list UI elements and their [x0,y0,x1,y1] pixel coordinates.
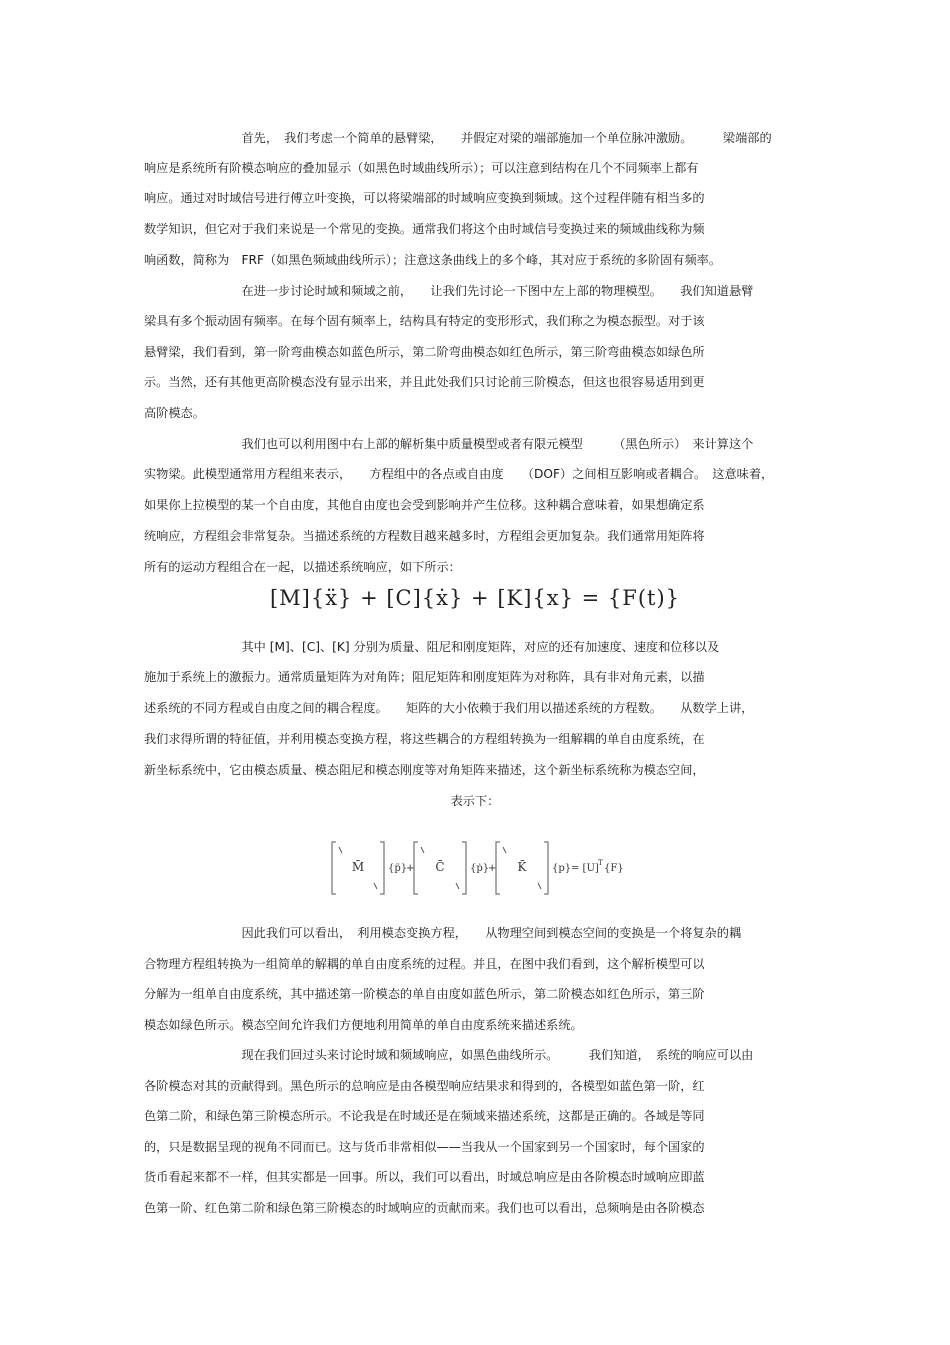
modal-space-equation [0,838,950,898]
para2-line2: 梁具有多个振动固有频率。在每个固有频率上，结构具有特定的变形形式，我们称之为模态振型。对于该 [144,314,705,328]
para3-line2: 实物梁。此模型通常用方程组来表示， 方程组中的各点或自由度 （DOF）之间相互影响或者耦合。 这意味着， [144,467,774,481]
para1-line4: 数学知识，但它对于我们来说是一个常见的变换。通常我们将这个由时域信号变换过来的频域曲线称为频 [144,222,705,236]
para2-line4: 示。当然，还有其他更高阶模态没有显示出来，并且此处我们只讨论前三阶模态，但这也很容易适用到更 [144,375,705,389]
para2-line1: 在进一步讨论时域和频域之前， 让我们先讨论一下图中左上部的物理模型。 我们知道悬臂 [144,284,754,298]
modal-mass-symbol: M̄ [351,860,365,874]
para1-line3: 响应。通过对时域信号进行傅立叶变换，可以将梁端部的时域响应变换到频域。这个过程伴随有相当多的 [144,191,705,205]
para5-line3: 分解为一组单自由度系统，其中描述第一阶模态的单自由度如蓝色所示，第二阶模态如红色所示，第三阶 [144,987,705,1001]
para1-line1: 首先， 我们考虑一个简单的悬臂梁， 并假定对梁的端部施加一个单位脉冲激励。 梁端部的 [144,131,772,145]
modal-damping-symbol: C̄ [435,860,445,874]
para2-line5: 高阶模态。 [144,406,205,420]
para6-line6: 色第一阶、红色第二阶和绿色第三阶模态的时域响应的贡献而来。我们也可以看出，总频响是由各阶模态 [144,1201,705,1215]
para5-line2: 合物理方程组转换为一组简单的解耦的单自由度系统的过程。并且，在图中我们看到，这个解析模型可以 [144,957,705,971]
para3-line5: 所有的运动方程组合在一起，以描述系统响应，如下所示： [144,560,461,574]
para4-line3: 述系统的不同方程或自由度之间的耦合程度。 矩阵的大小依赖于我们用以描述系统的方程数。 从数学上讲， [144,701,754,715]
para1-line5: 响函数，简称为 FRF（如黑色频域曲线所示）；注意这条曲线上的多个峰，其对应于系统的多阶固有频率。 [144,253,722,267]
para4-line1: 其中 [M]、[C]、[K] 分别为质量、阻尼和刚度矩阵，对应的还有加速度、速度和位移以及 [144,640,720,654]
modal-acceleration: {p̈} [388,863,408,874]
para5-line4: 模态如绿色所示。模态空间允许我们方便地利用简单的单自由度系统来描述系统。 [144,1018,583,1032]
force-vector: {F} [604,863,624,874]
para4-line5: 新坐标系统中，它由模态质量、模态阻尼和模态刚度等对角矩阵来描述，这个新坐标系统称为模态空间， [144,763,705,777]
para3-line1: 我们也可以利用图中右上部的解析集中质量模型或者有限元模型 （黑色所示） 来计算这个 [144,437,754,451]
para4-line6: 表示下： [450,794,500,808]
para4-line4: 我们求得所谓的特征值，并利用模态变换方程，将这些耦合的方程组转换为一组解耦的单自由度系统，在 [144,732,705,746]
modal-stiffness-symbol: K̄ [517,860,527,874]
modal-displacement: {p} [552,863,572,874]
para6-line1: 现在我们回过头来讨论时域和频域响应，如黑色曲线所示。 我们知道， 系统的响应可以由 [144,1048,754,1062]
para6-line3: 色第二阶，和绿色第三阶模态所示。不论我是在时域还是在频域来描述系统，这都是正确的。各域是等同 [144,1109,705,1123]
para1-line2: 响应是系统所有阶模态响应的叠加显示（如黑色时域曲线所示）；可以注意到结构在几个不同频率上都有 [144,161,699,175]
para6-line4: 的，只是数据呈现的视角不同而已。这与货币非常相似——当我从一个国家到另一个国家时，每个国家的 [144,1140,705,1154]
para4-line2: 施加于系统上的激振力。通常质量矩阵为对角阵；阻尼矩阵和刚度矩阵为对称阵，具有非对角元素，以描 [144,670,705,684]
para2-line3: 悬臂梁，我们看到，第一阶弯曲模态如蓝色所示，第二阶弯曲模态如红色所示，第三阶弯曲模态如绿色所 [144,345,705,359]
transform-rhs: = [U] [571,863,599,874]
plus-sign-2: + [488,863,497,874]
equation-of-motion: [M]{ẍ} + [C]{ẋ} + [K]{x} = {F(t)} [269,586,681,610]
para3-line4: 统响应，方程组会非常复杂。当描述系统的方程数目越来越多时，方程组会更加复杂。我们通常用矩阵将 [144,529,705,543]
modal-velocity: {ṗ} [470,863,490,874]
para5-line1: 因此我们可以看出， 利用模态变换方程， 从物理空间到模态空间的变换是一个将复杂的耦 [144,926,742,940]
para6-line2: 各阶模态对其的贡献得到。黑色所示的总响应是由各模型响应结果求和得到的，各模型如蓝色第一阶，红 [144,1079,705,1093]
transpose-superscript: T [598,859,603,867]
plus-sign-1: + [406,863,415,874]
para3-line3: 如果你上拉模型的某一个自由度，其他自由度也会受到影响并产生位移。这种耦合意味着，如果想确定系 [144,498,705,512]
para6-line5: 货币看起来都不一样，但其实都是一回事。所以，我们可以看出，时域总响应是由各阶模态时域响应即蓝 [144,1170,705,1184]
